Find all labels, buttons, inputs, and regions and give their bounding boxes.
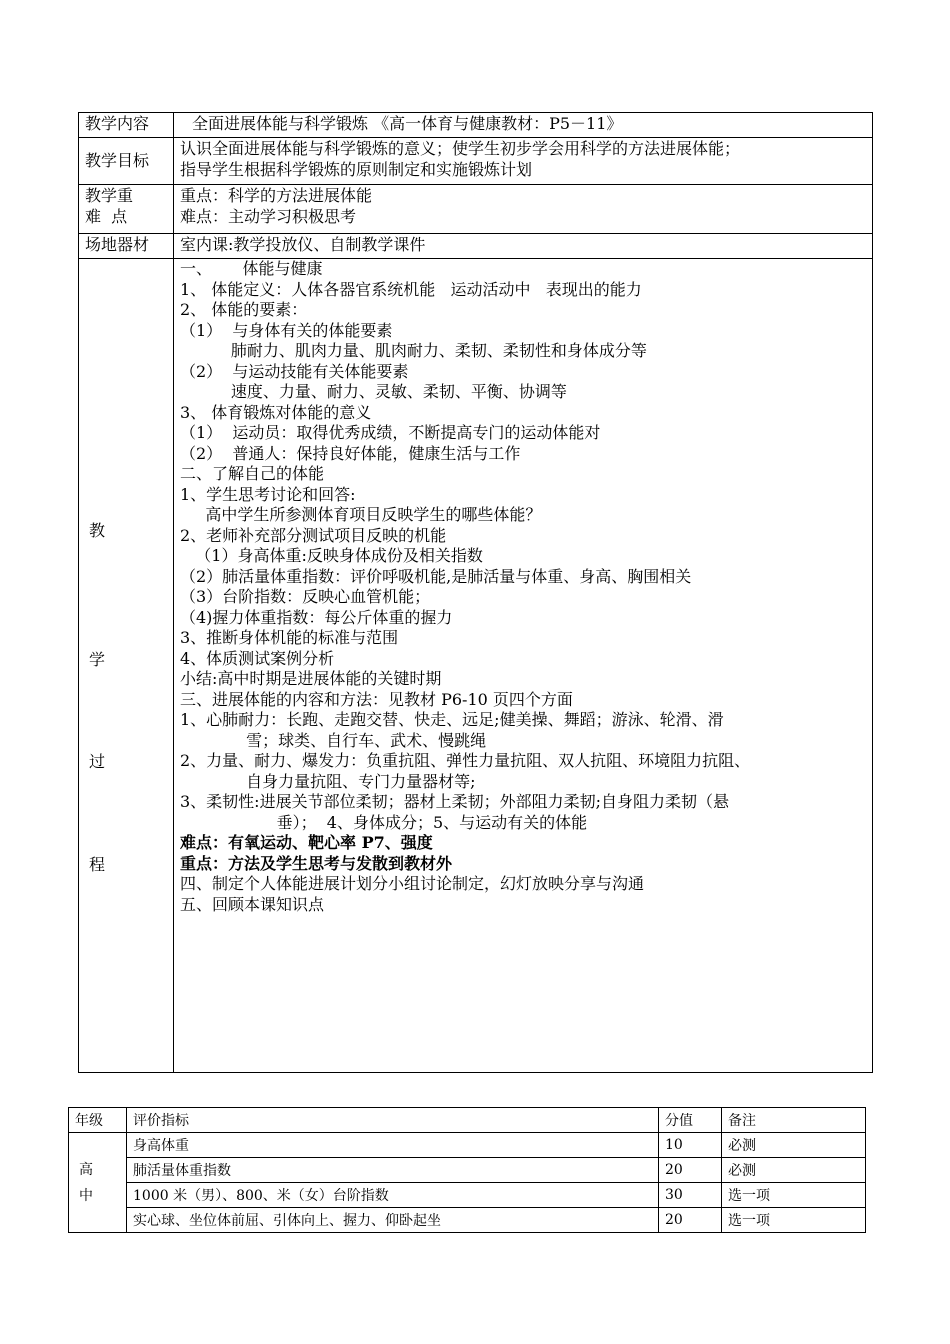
- score-cell: 20: [659, 1158, 722, 1183]
- process-line: （1） 运动员：取得优秀成绩，不断提高专门的运动体能对: [180, 423, 601, 442]
- eval-row: [69, 1183, 866, 1208]
- process-line: 2、力量、耐力、爆发力：负重抗阻、弹性力量抗阻、双人抗阻、环境阻力抗阻、: [180, 751, 751, 770]
- grade-cell: [69, 1133, 127, 1233]
- eval-row: [69, 1133, 866, 1158]
- process-label-char: 教: [89, 521, 106, 540]
- key-label-line: 难 点: [85, 206, 128, 226]
- lesson-plan-table: [78, 112, 873, 1073]
- eval-header-row: [69, 1108, 866, 1133]
- goal-row: [79, 138, 873, 185]
- process-line: （1） 与身体有关的体能要素: [180, 320, 393, 340]
- content-value: 全面进展体能与科学锻炼 《高一体育与健康教材：P5－11》: [174, 113, 873, 138]
- key-line: 难点：主动学习积极思考: [180, 206, 357, 226]
- process-line: 1、心肺耐力：长跑、走跑交替、快走、远足;健美操、舞蹈；游泳、轮滑、滑: [180, 710, 724, 729]
- process-line: 3、柔韧性:进展关节部位柔韧；器材上柔韧；外部阻力柔韧;自身阻力柔韧（悬: [180, 792, 729, 811]
- venue-row: [79, 234, 873, 259]
- process-line: （2） 与运动技能有关体能要素: [180, 361, 409, 381]
- goal-line: 指导学生根据科学锻炼的原则制定和实施锻炼计划: [180, 159, 533, 179]
- key-label: [79, 185, 174, 234]
- process-line: 2、 体能的要素：: [180, 300, 308, 319]
- process-label: [79, 259, 174, 1073]
- key-row: [79, 185, 873, 234]
- header-note: 备注: [722, 1108, 866, 1133]
- process-line: 高中学生所参测体育项目反映学生的哪些体能？: [180, 505, 542, 524]
- indicator-cell: 1000 米（男）、800、米（女）台阶指数: [127, 1183, 659, 1208]
- process-line: 速度、力量、耐力、灵敏、柔韧、平衡、协调等: [180, 382, 567, 401]
- indicator-cell: 身高体重: [127, 1133, 659, 1158]
- goal-value: [174, 138, 873, 185]
- process-line: 垂）； 4、身体成分；5、与运动有关的体能: [180, 812, 588, 832]
- score-cell: 20: [659, 1208, 722, 1233]
- content-row: [79, 113, 873, 138]
- process-line: 二、了解自己的体能: [180, 464, 325, 483]
- process-line: （4)握力体重指数：每公斤体重的握力: [180, 607, 453, 627]
- indicator-cell: 肺活量体重指数: [127, 1158, 659, 1183]
- evaluation-table: [68, 1107, 866, 1233]
- key-label-line: 教学重: [85, 186, 134, 205]
- venue-label: 场地器材: [79, 234, 174, 259]
- eval-row: [69, 1208, 866, 1233]
- note-cell: 选一项: [722, 1208, 866, 1233]
- header-grade: 年级: [69, 1108, 127, 1133]
- key-line: 重点：科学的方法进展体能: [180, 186, 373, 205]
- process-tail-line: 四、制定个人体能进展计划分小组讨论制定，幻灯放映分享与沟通: [180, 874, 645, 893]
- process-line: （2）肺活量体重指数：评价呼吸机能,是肺活量与体重、身高、胸围相关: [180, 566, 692, 586]
- process-line: 3、 体育锻炼对体能的意义: [180, 402, 372, 422]
- process-row: [79, 259, 873, 1073]
- process-tail-line: 五、回顾本课知识点: [180, 894, 325, 914]
- process-line: （2） 普通人：保持良好体能，健康生活与工作: [180, 443, 521, 463]
- process-line: 小结:高中时期是进展体能的关键时期: [180, 669, 442, 688]
- process-line: 肺耐力、肌肉力量、肌肉耐力、柔韧、柔韧性和身体成分等: [180, 341, 647, 360]
- venue-value: 室内课:教学投放仪、自制教学课件: [174, 234, 873, 259]
- indicator-cell: 实心球、坐位体前屈、引体向上、握力、仰卧起坐: [127, 1208, 659, 1233]
- process-line: 1、学生思考讨论和回答:: [180, 484, 356, 504]
- header-score: 分值: [659, 1108, 722, 1133]
- key-point-note: 重点：方法及学生思考与发散到教材外: [180, 853, 453, 873]
- score-cell: 10: [659, 1133, 722, 1158]
- process-line: 1、 体能定义：人体各器官系统机能 运动活动中 表现出的能力: [180, 279, 642, 299]
- process-label-char: 程: [89, 855, 106, 874]
- difficulty-note: 难点：有氧运动、靶心率 P7、强度: [180, 833, 433, 852]
- header-indicator: 评价指标: [127, 1108, 659, 1133]
- process-label-char: 学: [89, 650, 106, 669]
- grade-char: 中: [79, 1187, 93, 1204]
- content-label: 教学内容: [79, 113, 174, 138]
- process-line: 3、推断身体机能的标准与范围: [180, 628, 399, 647]
- process-line: 雪；球类、自行车、武术、慢跳绳: [180, 730, 487, 750]
- process-line: 自身力量抗阻、专门力量器材等;: [180, 771, 476, 791]
- key-value: [174, 185, 873, 234]
- note-cell: 选一项: [722, 1183, 866, 1208]
- process-lines: [180, 259, 866, 915]
- process-label-char: 过: [89, 752, 106, 771]
- process-line: 2、老师补充部分测试项目反映的机能: [180, 525, 447, 545]
- note-cell: 必测: [722, 1158, 866, 1183]
- process-line: （3）台阶指数：反映心血管机能；: [180, 587, 431, 606]
- process-line: 三、进展体能的内容和方法：见教材 P6-10 页四个方面: [180, 689, 573, 709]
- goal-label: 教学目标: [79, 138, 174, 185]
- process-line: （1）身高体重:反映身体成份及相关指数: [180, 546, 483, 565]
- score-cell: 30: [659, 1183, 722, 1208]
- eval-row: [69, 1158, 866, 1183]
- note-cell: 必测: [722, 1133, 866, 1158]
- grade-char: 高: [79, 1161, 93, 1178]
- process-line: 一、 体能与健康: [180, 259, 323, 278]
- process-content: [174, 259, 873, 1073]
- goal-line: 认识全面进展体能与科学锻炼的意义；使学生初步学会用科学的方法进展体能；: [180, 139, 741, 158]
- process-line: 4、体质测试案例分析: [180, 648, 335, 668]
